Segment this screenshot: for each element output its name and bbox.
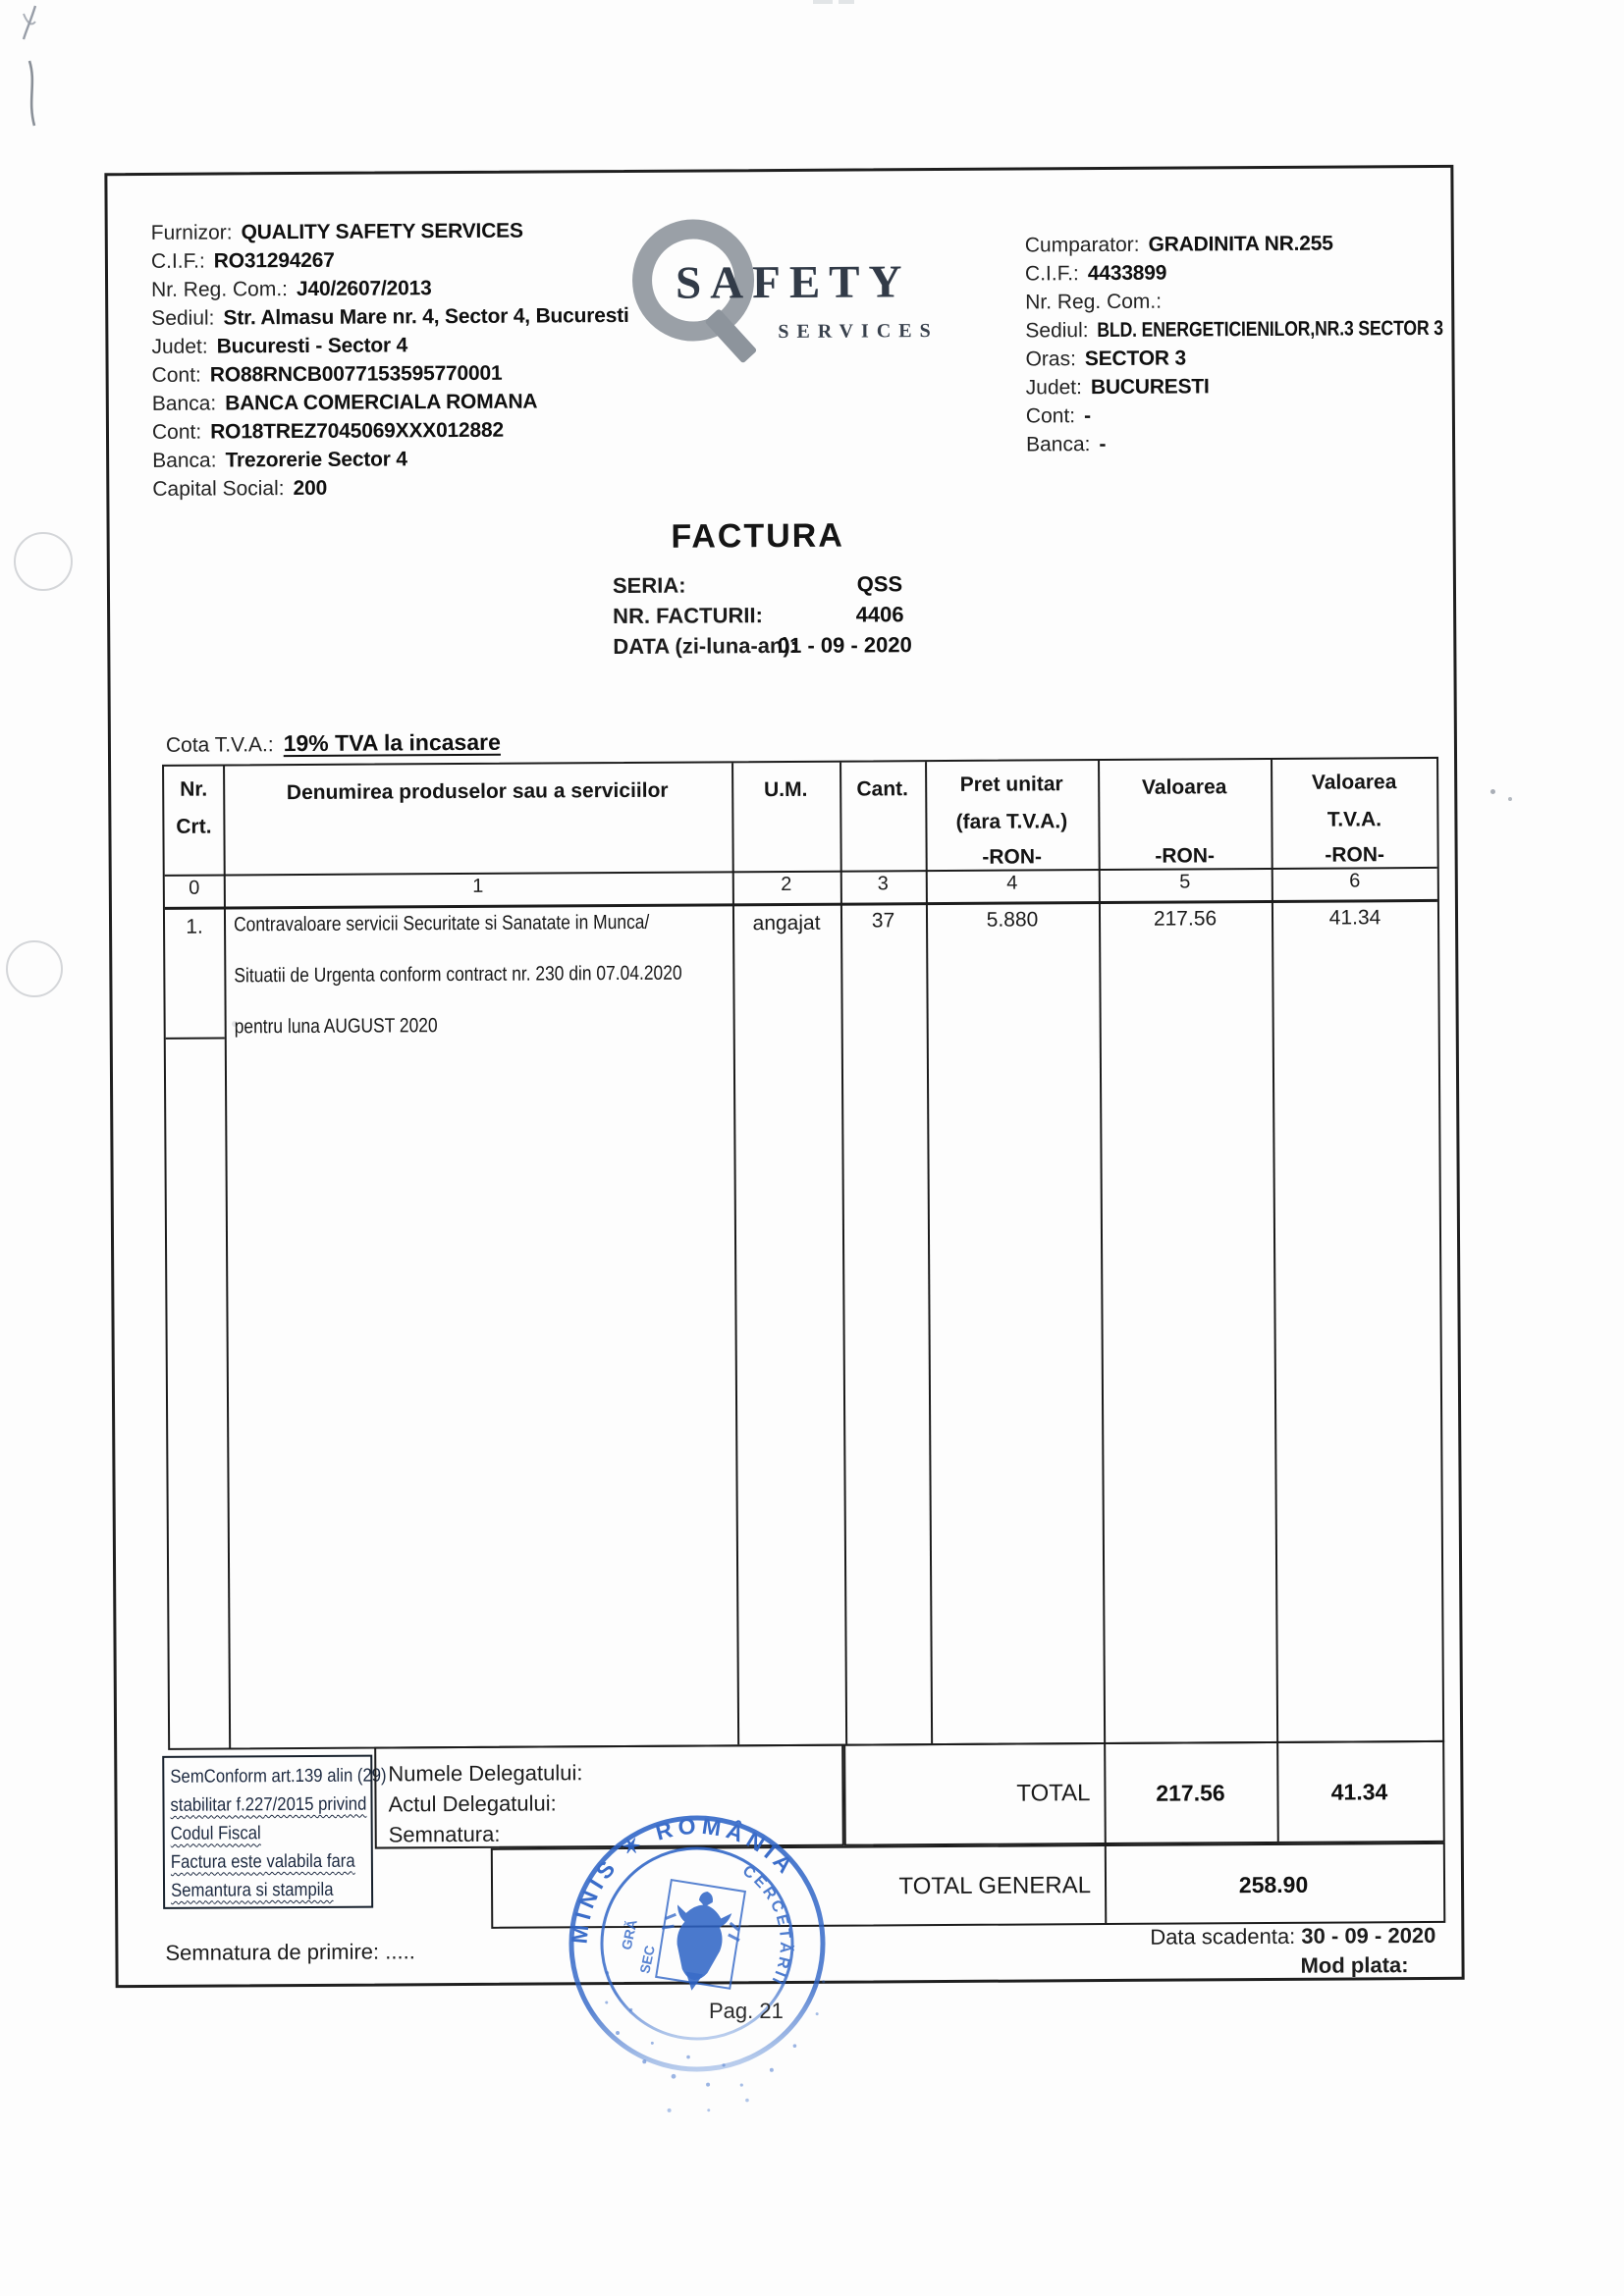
stamp-arc-top-text: MINIS ✶ ROMÂNIA	[566, 1812, 802, 1946]
supplier-label: Banca:	[151, 392, 217, 415]
supplier-label: Cont:	[151, 363, 201, 387]
pen-mark	[0, 0, 79, 147]
supplier-value: Trezorerie Sector 4	[225, 448, 407, 472]
items-table	[162, 757, 1444, 1750]
receive-signature-label: Semnatura de primire: .....	[165, 1939, 415, 1965]
col-header-valoarea-ron: -RON-	[1155, 844, 1216, 868]
supplier-banca2-row	[152, 445, 407, 475]
row-desc-text: pentru luna AUGUST 2020	[234, 1014, 438, 1039]
buyer-value: 4433899	[1087, 261, 1167, 286]
supplier-regcom-row	[151, 274, 432, 304]
svg-text:CERCETĂRII	[738, 1858, 800, 1992]
stamp-inner-text-2: SEC	[636, 1944, 658, 1975]
due-date-value: 30 - 09 - 2020	[1301, 1922, 1436, 1949]
total-general-value: 258.90	[1238, 1871, 1309, 1898]
col-index-5: 5	[1179, 871, 1191, 893]
buyer-label: C.I.F.:	[1024, 262, 1079, 286]
row-desc-text: Situatii de Urgenta conform contract nr. 230 din 07.04.2020	[234, 961, 682, 988]
buyer-label: Sediul:	[1025, 319, 1089, 343]
supplier-label: Banca:	[152, 449, 217, 472]
company-logo	[611, 204, 985, 373]
supplier-label: Furnizor:	[150, 221, 233, 244]
supplier-banca1-row	[152, 388, 538, 418]
total-tva: 41.34	[1330, 1779, 1388, 1805]
legal-note-line: Codul Fiscal	[170, 1823, 261, 1844]
svg-text:MINIS ✶ ROMÂNIA	[554, 1802, 807, 1948]
col-index-0: 0	[189, 877, 200, 899]
row-desc-line	[234, 961, 761, 988]
buyer-value: BUCURESTI	[1090, 375, 1210, 400]
buyer-cif-row	[1025, 259, 1166, 289]
col-header-nr: Nr.	[180, 777, 208, 801]
buyer-label: Oras:	[1025, 347, 1076, 371]
col-index-6: 6	[1349, 870, 1361, 892]
buyer-address-row	[1025, 313, 1509, 345]
row-cant: 37	[871, 909, 895, 933]
supplier-value: J40/2607/2013	[296, 277, 432, 301]
buyer-value: -	[1084, 404, 1091, 428]
stamp-inner-text-1: GRĂ	[618, 1917, 640, 1951]
buyer-oras-row	[1025, 344, 1186, 373]
supplier-cont1-row	[152, 359, 503, 390]
buyer-label: Cont:	[1025, 404, 1076, 428]
table-column-line	[731, 763, 739, 1744]
row-desc-text: Contravaloare servicii Securitate si Sanatate in Munca/	[233, 910, 650, 936]
buyer-label: Cumparator:	[1024, 233, 1140, 257]
invoice-title: FACTURA	[671, 516, 844, 556]
payment-method-label: Mod plata:	[1300, 1952, 1409, 1978]
supplier-label: Sediul:	[151, 306, 215, 330]
page-number: Pag. 21	[709, 1999, 784, 2023]
vat-rate-value: 19% TVA la incasare	[283, 728, 501, 757]
buyer-name-row	[1025, 230, 1333, 260]
supplier-label: C.I.F.:	[150, 249, 205, 273]
supplier-label: Nr. Reg. Com.:	[151, 278, 289, 301]
delegate-signature-label: Semnatura:	[388, 1821, 501, 1847]
col-header-cant: Cant.	[856, 777, 909, 801]
legal-note-line: Factura este valabila fara	[170, 1850, 355, 1873]
row-desc-line	[234, 910, 723, 936]
row-valoarea: 217.56	[1153, 907, 1218, 931]
supplier-value: RO88RNCB0077153595770001	[209, 361, 503, 387]
supplier-value: Bucuresti - Sector 4	[216, 334, 408, 358]
legal-note-box	[162, 1755, 387, 1909]
supplier-value: Str. Almasu Mare nr. 4, Sector 4, Bucuresti	[223, 303, 629, 330]
col-header-pret-2: (fara T.V.A.)	[955, 810, 1068, 833]
col-index-2: 2	[781, 873, 792, 896]
buyer-label: Nr. Reg. Com.:	[1025, 290, 1163, 314]
supplier-value: RO18TREZ7045069XXX012882	[210, 418, 504, 444]
row-nr: 1.	[186, 915, 203, 938]
stamp-coat-of-arms	[653, 1880, 747, 1997]
hole-punch-top	[14, 532, 73, 591]
buyer-judet-row	[1026, 372, 1210, 401]
row-pret-unitar: 5.880	[986, 908, 1039, 932]
supplier-judet-row	[151, 331, 407, 361]
buyer-banca-row	[1026, 430, 1106, 458]
col-header-crt: Crt.	[176, 815, 212, 838]
col-header-pret: Pret unitar	[959, 773, 1063, 796]
supplier-value: 200	[293, 476, 328, 501]
buyer-regcom-row	[1025, 288, 1170, 317]
scan-speck	[1490, 789, 1495, 794]
due-date-label: Data scadenta:	[1150, 1923, 1296, 1949]
vat-rate-line	[166, 729, 501, 758]
data-label: DATA (zi-luna-an):	[613, 632, 798, 660]
supplier-value: RO31294267	[213, 248, 335, 273]
table-column-line	[223, 766, 231, 1747]
supplier-cont2-row	[152, 416, 504, 447]
row-um: angajat	[752, 911, 821, 935]
col-header-valtva-2: T.V.A.	[1326, 808, 1382, 831]
delegate-name-label: Numele Delegatului:	[388, 1760, 583, 1787]
supplier-label: Judet:	[151, 335, 208, 358]
scan-speck	[1508, 797, 1512, 801]
buyer-value: -	[1099, 432, 1107, 456]
delegate-id-label: Actul Delegatului:	[388, 1790, 557, 1817]
supplier-address-row	[151, 301, 629, 333]
buyer-cont-row	[1026, 401, 1091, 430]
total-label: TOTAL	[1016, 1780, 1091, 1807]
col-header-pret-ron: -RON-	[982, 845, 1043, 869]
supplier-value: BANCA COMERCIALA ROMANA	[225, 390, 538, 415]
legal-note-line: stabilitar f.227/2015 privind	[170, 1793, 367, 1816]
seria-label: SERIA:	[612, 572, 686, 599]
row-valoarea-tva: 41.34	[1328, 906, 1381, 930]
buyer-value: BLD. ENERGETICIENILOR,NR.3 SECTOR 3	[1097, 316, 1444, 343]
col-index-4: 4	[1006, 872, 1018, 894]
invoice-frame	[104, 165, 1464, 1988]
total-valoarea: 217.56	[1156, 1780, 1225, 1806]
hole-punch-bottom	[6, 940, 63, 997]
col-header-um: U.M.	[763, 777, 808, 802]
logo-brand-text: SAFETY	[675, 256, 911, 309]
buyer-value: GRADINITA NR.255	[1148, 232, 1333, 256]
supplier-value: QUALITY SAFETY SERVICES	[241, 219, 523, 244]
vat-rate-label: Cota T.V.A.:	[165, 733, 274, 757]
supplier-name-row	[151, 217, 523, 247]
row-desc-line	[235, 1014, 474, 1039]
legal-note-line: SemConform art.139 alin (29)	[170, 1765, 387, 1788]
total-general-label: TOTAL GENERAL	[898, 1872, 1092, 1900]
seria-value: QSS	[856, 571, 903, 597]
supplier-capital-row	[152, 474, 327, 504]
row-close-line	[166, 1037, 225, 1039]
nr-facturii-label: NR. FACTURII:	[613, 603, 763, 629]
buyer-value: SECTOR 3	[1084, 347, 1186, 371]
col-header-valoarea: Valoarea	[1141, 775, 1227, 799]
col-header-valtva-ron: -RON-	[1325, 843, 1385, 867]
due-date-line	[954, 1923, 1435, 1951]
supplier-cif-row	[151, 246, 335, 276]
scan-speck	[813, 0, 833, 4]
scan-speck	[839, 0, 854, 4]
nr-facturii-value: 4406	[855, 602, 904, 627]
col-index-3: 3	[877, 873, 889, 895]
supplier-label: Capital Social:	[152, 477, 285, 501]
buyer-label: Banca:	[1026, 433, 1091, 456]
legal-note-line: Semantura si stampila	[170, 1879, 334, 1901]
supplier-label: Cont:	[151, 420, 202, 444]
official-stamp	[497, 1743, 898, 2145]
total-row	[843, 1740, 1445, 1846]
stamp-arc-right-text: CERCETĂRII	[738, 1862, 794, 1990]
buyer-label: Judet:	[1025, 376, 1083, 400]
col-header-valtva: Valoarea	[1311, 771, 1397, 794]
col-header-denumirea: Denumirea produselor sau a serviciilor	[286, 778, 669, 805]
col-index-1: 1	[472, 875, 484, 897]
data-value: 01 - 09 - 2020	[777, 632, 912, 659]
logo-sub-text: SERVICES	[778, 320, 939, 344]
